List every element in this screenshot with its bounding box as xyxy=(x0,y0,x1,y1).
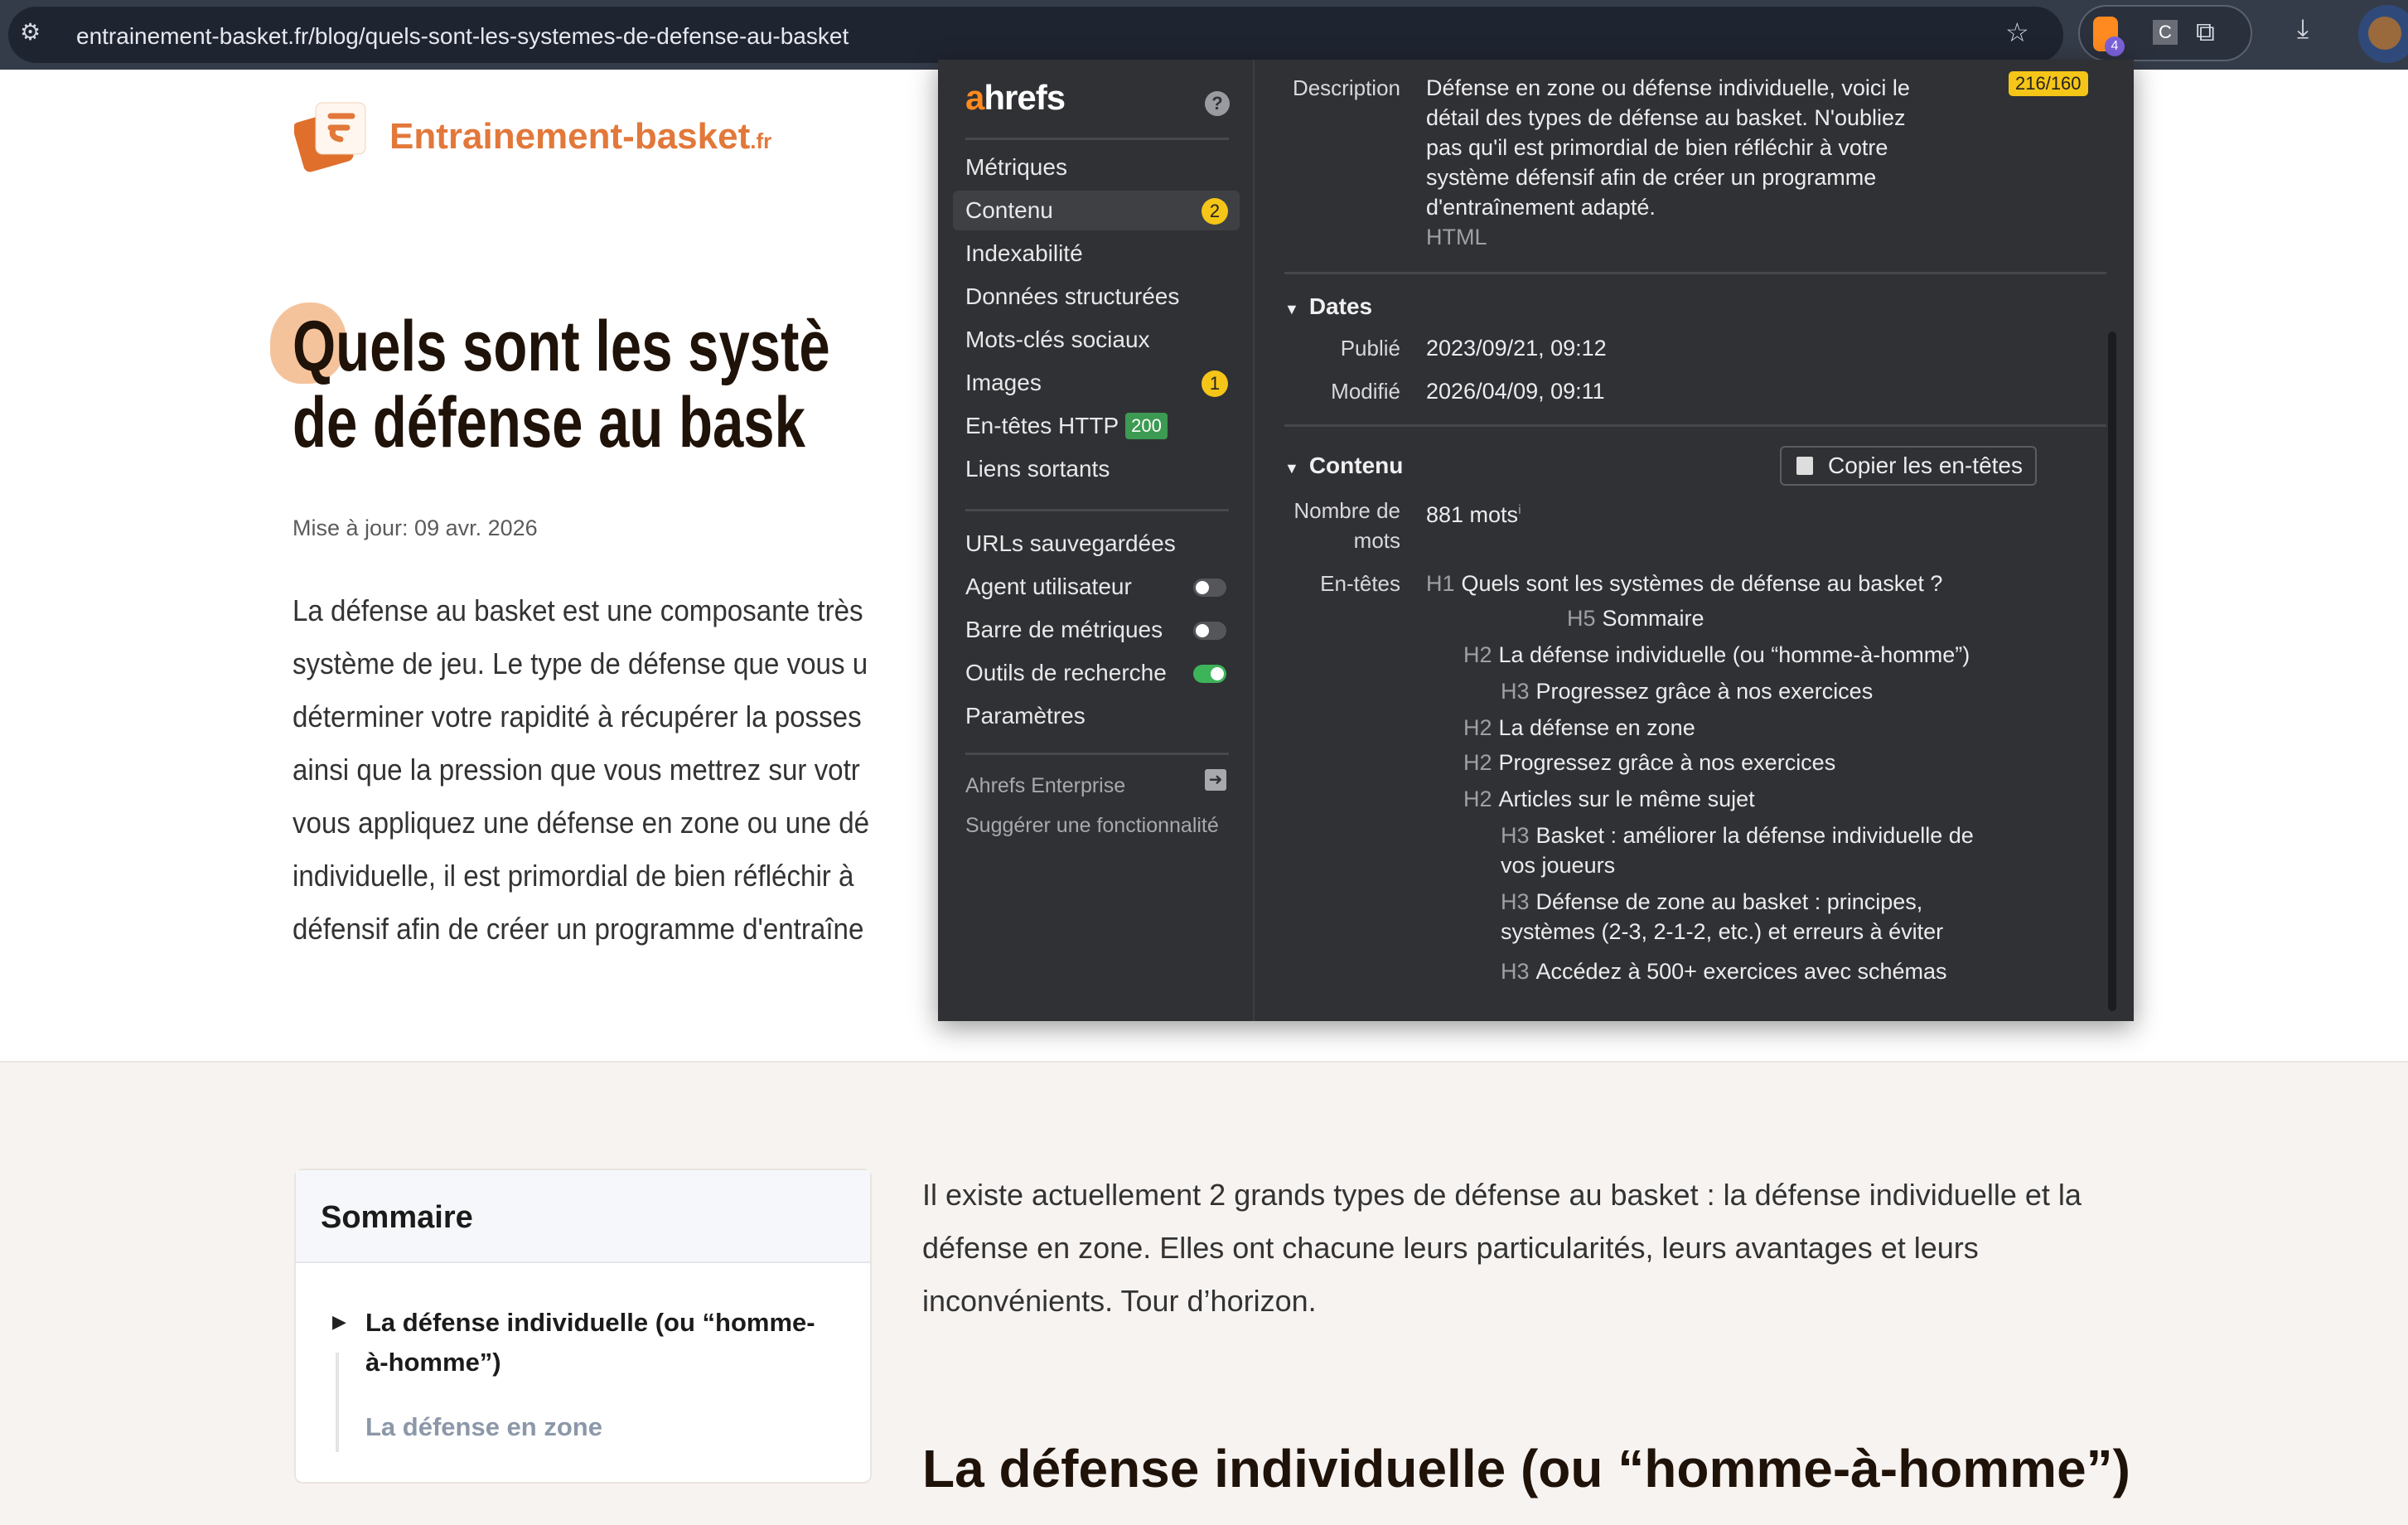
caret-right-icon[interactable]: ▶ xyxy=(332,1311,346,1332)
dates-title: Dates xyxy=(1308,293,1373,319)
tool-item[interactable] xyxy=(953,567,1240,607)
paragraph-line: défensif afin de créer un programme d'entraîne xyxy=(293,912,864,946)
word-count: 881 mots xyxy=(1426,502,1519,527)
nav-label: Métriques xyxy=(965,154,1067,180)
nav-label: Images xyxy=(965,370,1042,395)
caret-down-icon: ▼ xyxy=(1284,301,1299,317)
modified-value: 2026/04/09, 09:11 xyxy=(1426,379,1605,404)
section-intro: Il existe actuellement 2 grands types de défense au basket : la défense individuelle et la défense en zone. Elles ont chacune leurs particularités, leurs avantages et leurs inconvénients. Tour d’horizon. xyxy=(922,1178,2082,1318)
heading-text: Quels sont les systèmes de défense au basket ? xyxy=(1461,571,1943,596)
heading-tag: H2 xyxy=(1463,642,1492,667)
nav-label: Données structurées xyxy=(965,283,1180,309)
updated-date: Mise à jour: 09 avr. 2026 xyxy=(293,516,538,540)
toggle-switch[interactable] xyxy=(1193,622,1226,640)
divider xyxy=(965,509,1229,511)
caret-down-icon: ▼ xyxy=(1284,460,1299,477)
article-intro-paragraph xyxy=(293,584,902,956)
bookmark-star-icon[interactable]: ☆ xyxy=(2005,17,2029,47)
status-badge: 200 xyxy=(1125,413,1168,439)
nav-item[interactable] xyxy=(953,148,1240,187)
tool-label: Paramètres xyxy=(965,703,1086,729)
tool-label: Barre de métriques xyxy=(965,617,1163,642)
heading-text: Sommaire xyxy=(1602,606,1704,631)
tool-item[interactable] xyxy=(953,524,1240,564)
heading-text: Basket : améliorer la défense individuelle de vos joueurs xyxy=(1501,823,1974,878)
toggle-switch[interactable] xyxy=(1193,665,1226,683)
heading-row xyxy=(1501,821,2006,880)
heading-tag: H5 xyxy=(1567,606,1596,631)
extensions-group xyxy=(2078,5,2252,61)
paragraph-line: individuelle, il est primordial de bien réfléchir à xyxy=(293,859,854,893)
tool-item[interactable] xyxy=(953,696,1240,736)
info-icon[interactable]: i xyxy=(1518,503,1521,517)
copy-icon xyxy=(1796,457,1813,475)
external-link-icon[interactable]: ➜ xyxy=(1205,769,1226,791)
nav-label: Mots-clés sociaux xyxy=(965,327,1150,352)
tool-item[interactable] xyxy=(953,610,1240,650)
word-count-label: Nombre de mots xyxy=(1293,498,1400,553)
site-title[interactable] xyxy=(389,116,771,157)
section-heading: La défense individuelle (ou “homme-à-homme”) xyxy=(922,1439,2130,1498)
heading-tag: H3 xyxy=(1501,889,1530,914)
description-label: Description xyxy=(1292,75,1400,100)
heading-tag: H2 xyxy=(1463,750,1492,775)
ahrefs-enterprise-link[interactable]: Ahrefs Enterprise xyxy=(965,774,1126,797)
nav-item[interactable] xyxy=(953,363,1240,403)
ahrefs-popup xyxy=(938,60,2134,1021)
divider xyxy=(965,138,1229,140)
table-of-contents xyxy=(294,1169,872,1484)
help-icon[interactable]: ? xyxy=(1205,91,1230,116)
copy-headings-button[interactable] xyxy=(1780,446,2037,486)
download-icon[interactable]: ⤓ xyxy=(2297,13,2309,43)
divider xyxy=(1284,424,2106,427)
address-bar[interactable] xyxy=(8,7,2063,63)
description-source: HTML xyxy=(1426,225,1487,249)
heading-row xyxy=(1501,956,2006,986)
heading-text: La défense en zone xyxy=(1498,715,1695,740)
copy-button-label: Copier les en-têtes xyxy=(1828,453,2024,478)
tool-item[interactable] xyxy=(953,653,1240,693)
divider xyxy=(1284,272,2106,274)
nav-label: En-têtes HTTP xyxy=(965,413,1119,438)
heading-text: Progressez grâce à nos exercices xyxy=(1498,750,1836,775)
nav-label: Contenu xyxy=(965,197,1053,223)
headings-label: En-têtes xyxy=(1320,571,1400,596)
heading-tag: H1 xyxy=(1426,571,1455,596)
heading-row xyxy=(1501,887,2006,946)
content-title: Contenu xyxy=(1308,453,1404,478)
article-title xyxy=(293,308,830,461)
toggle-switch[interactable] xyxy=(1193,579,1226,597)
nav-label: Liens sortants xyxy=(965,456,1110,482)
puzzle-icon[interactable]: ⧉ xyxy=(2196,17,2215,46)
nav-item[interactable] xyxy=(953,320,1240,360)
heading-text: Progressez grâce à nos exercices xyxy=(1535,679,1874,704)
heading-tag: H2 xyxy=(1463,787,1492,811)
modified-label: Modifié xyxy=(1331,379,1400,404)
logo-rest: hrefs xyxy=(984,78,1066,117)
heading-row xyxy=(1463,748,2006,777)
paragraph-line: système de jeu. Le type de défense que vous u xyxy=(293,646,868,680)
tool-label: Agent utilisateur xyxy=(965,574,1132,599)
toc-title: Sommaire xyxy=(296,1170,870,1263)
title-line: Quels sont les systè xyxy=(293,307,830,386)
heading-tag: H2 xyxy=(1463,715,1492,740)
word-count-value xyxy=(1426,496,1521,530)
nav-label: Indexabilité xyxy=(965,240,1083,266)
published-value: 2023/09/21, 09:12 xyxy=(1426,336,1607,361)
site-tld: .fr xyxy=(750,128,772,153)
nav-item[interactable] xyxy=(953,449,1240,489)
heading-text: La défense individuelle (ou “homme-à-homme”) xyxy=(1498,642,1970,667)
divider xyxy=(965,753,1229,755)
heading-tag: H3 xyxy=(1501,959,1530,984)
toc-indent-line xyxy=(336,1353,339,1452)
nav-item[interactable] xyxy=(953,234,1240,274)
count-badge: 2 xyxy=(1202,198,1228,225)
site-name: Entrainement-basket xyxy=(389,116,751,157)
heading-tag: H3 xyxy=(1501,823,1530,848)
heading-text: Accédez à 500+ exercices avec schémas xyxy=(1535,959,1947,984)
nav-item[interactable] xyxy=(953,191,1240,230)
heading-row xyxy=(1567,603,2006,633)
published-label: Publié xyxy=(1340,336,1400,361)
paragraph-line: vous appliquez une défense en zone ou une dé xyxy=(293,806,870,840)
heading-text: Défense de zone au basket : principes, systèmes (2-3, 2-1-2, etc.) et erreurs à éviter xyxy=(1501,889,1944,944)
tool-label: URLs sauvegardées xyxy=(965,530,1176,556)
site-logo-icon[interactable] xyxy=(294,98,370,172)
paragraph-line: ainsi que la pression que vous mettrez sur votr xyxy=(293,753,860,787)
paragraph-line: déterminer votre rapidité à récupérer la posses xyxy=(293,700,862,733)
heading-tag: H3 xyxy=(1501,679,1530,704)
toc-item[interactable]: La défense en zone xyxy=(365,1412,602,1441)
avatar-image xyxy=(2368,17,2401,50)
c-extension-icon[interactable]: C xyxy=(2153,20,2178,45)
popup-scrollbar[interactable] xyxy=(2108,332,2116,1011)
toc-item[interactable]: La défense individuelle (ou “homme-à-homme”) xyxy=(365,1308,815,1377)
nav-item[interactable] xyxy=(953,406,1240,446)
ahrefs-sidebar xyxy=(938,60,1255,1021)
profile-avatar[interactable] xyxy=(2358,5,2408,63)
description-length-badge: 216/160 xyxy=(2009,71,2088,96)
url-text[interactable]: entrainement-basket.fr/blog/quels-sont-les-systemes-de-defense-au-basket xyxy=(76,23,849,49)
extension-badge: 4 xyxy=(2105,36,2125,56)
paragraph-line: La défense au basket est une composante très xyxy=(293,593,863,627)
heading-row xyxy=(1463,713,2006,743)
heading-row xyxy=(1463,784,2006,814)
count-badge: 1 xyxy=(1202,370,1228,397)
heading-row xyxy=(1501,676,2006,706)
ahrefs-logo xyxy=(965,78,1065,118)
nav-item[interactable] xyxy=(953,277,1240,317)
heading-row xyxy=(1463,640,2006,670)
logo-a: a xyxy=(965,78,984,117)
dates-section-toggle[interactable] xyxy=(1284,293,1372,320)
suggest-feature-link[interactable]: Suggérer une fonctionnalité xyxy=(965,814,1219,837)
site-info-icon[interactable]: ⚙ xyxy=(20,19,41,45)
content-section-toggle[interactable] xyxy=(1284,453,1403,479)
tool-label: Outils de recherche xyxy=(965,660,1167,685)
heading-row xyxy=(1426,569,2006,598)
title-line: de défense au bask xyxy=(293,383,805,462)
heading-text: Articles sur le même sujet xyxy=(1498,787,1755,811)
description-value: Défense en zone ou défense individuelle, voici le détail des types de défense au basket. N'oubliez pas qu'il est primordial de bien réfléchir à votre système défensif afin de créer un programme d'entraînement adapté. xyxy=(1426,75,1910,220)
